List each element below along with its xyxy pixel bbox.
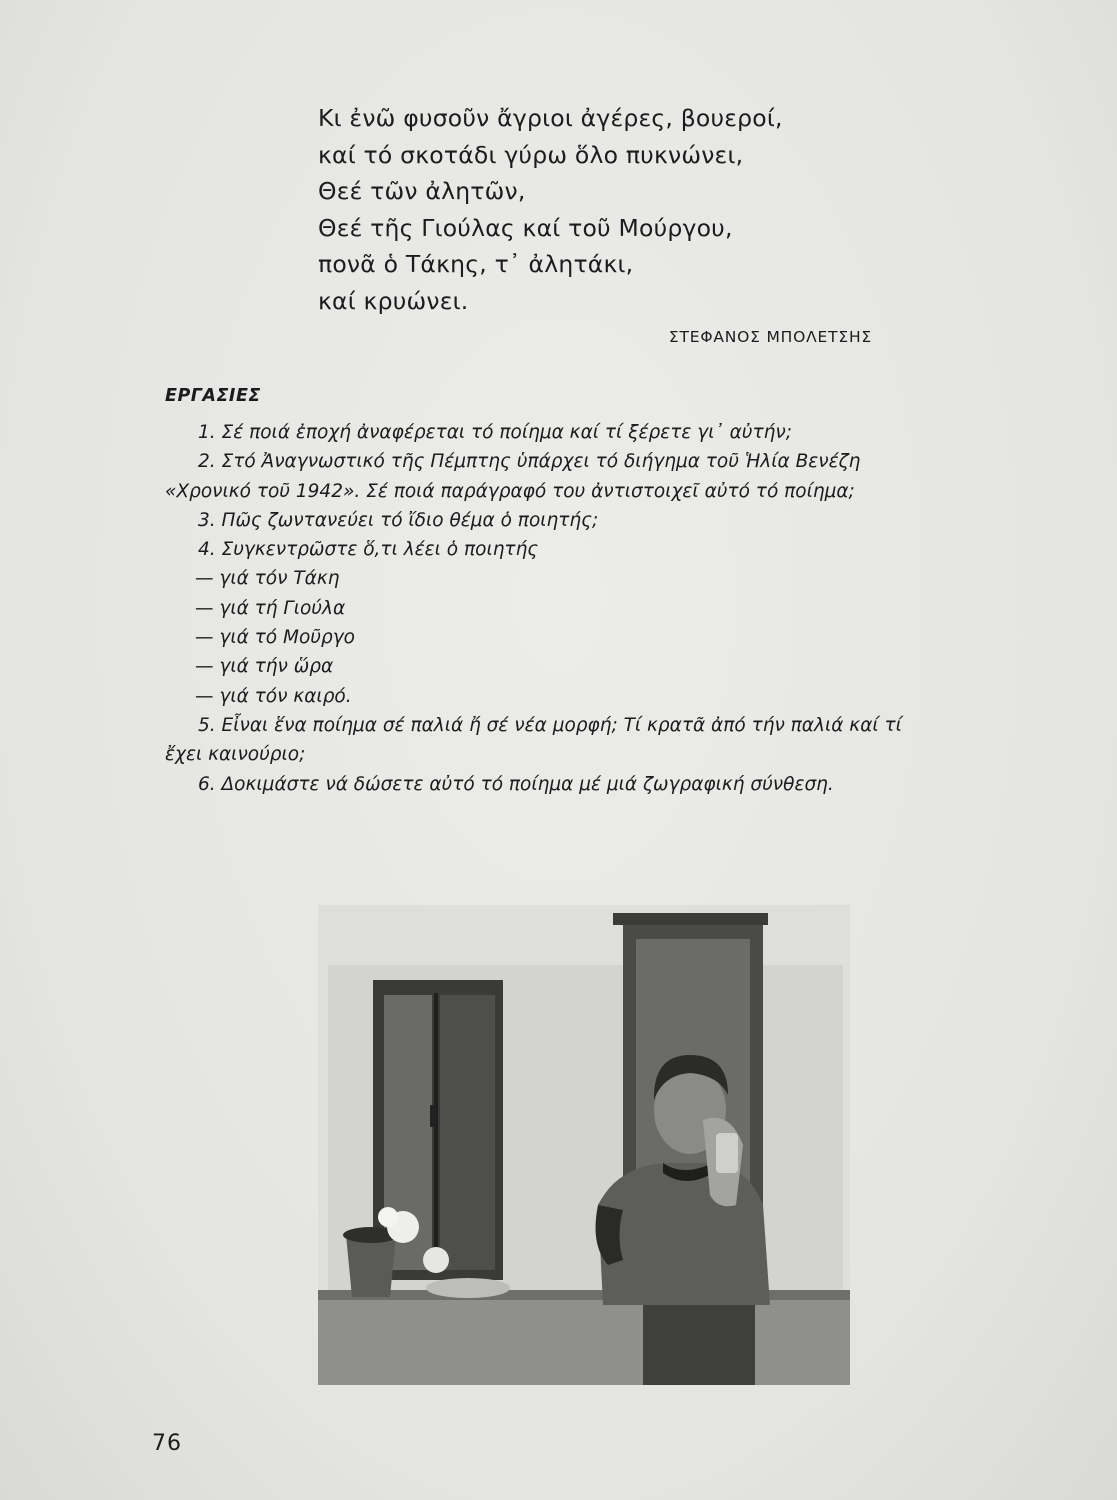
left-door-panel	[440, 995, 495, 1270]
poem-line: καί κρυώνει.	[318, 286, 469, 315]
task-subitem: — γιά τή Γιούλα	[195, 597, 346, 619]
task-item: 5. Εἶναι ἕνα ποίημα σέ παλιά ἤ σέ νέα μορφή; Τί κρατᾶ ἀπό τήν παλιά καί τί	[198, 714, 902, 736]
poem-line: Θεέ τῆς Γιούλας καί τοῦ Μούργου,	[318, 213, 733, 242]
task-item: 6. Δοκιμάστε νά δώσετε αὐτό τό ποίημα μέ μιά ζωγραφική σύνθεση.	[198, 773, 834, 795]
task-item: 1. Σέ ποιά ἐποχή ἀναφέρεται τό ποίημα καί τί ξέρετε γι᾽ αὐτήν;	[198, 422, 792, 443]
plate-icon	[426, 1278, 510, 1298]
boy-sweater	[598, 1163, 770, 1305]
poem-line: Κι ἐνῶ φυσοῦν ἄγριοι ἀγέρες, βουεροί,	[318, 104, 783, 132]
page-number: 76	[152, 1431, 182, 1456]
tasks-heading: ΕΡΓΑΣΙΕΣ	[165, 386, 261, 406]
boy-trousers	[643, 1305, 755, 1385]
right-door-lintel	[613, 913, 768, 925]
illustration-boy-by-doors	[318, 905, 850, 1385]
task-subitem: — γιά τό Μοῦργο	[195, 627, 355, 649]
poem	[318, 100, 878, 319]
cup-icon	[716, 1133, 738, 1173]
tasks-list	[165, 418, 1005, 799]
flower-icon	[423, 1247, 449, 1273]
task-item: 2. Στό Ἀναγνωστικό τῆς Πέμπτης ὑπάρχει τό διήγημα τοῦ Ἡλία Βενέζη	[198, 451, 861, 473]
task-subitem: — γιά τόν καιρό.	[195, 685, 352, 707]
poem-line: Θεέ τῶν ἀλητῶν,	[318, 177, 526, 205]
task-item: 3. Πῶς ζωντανεύει τό ἴδιο θέμα ὁ ποιητής;	[198, 509, 599, 531]
poem-author: ΣΤΕΦΑΝΟΣ ΜΠΟΛΕΤΣΗΣ	[668, 328, 872, 346]
task-item: 4. Συγκεντρῶστε ὅ,τι λέει ὁ ποιητής	[198, 539, 539, 561]
task-item-continuation: «Χρονικό τοῦ 1942». Σέ ποιά παράγραφό του ἀντιστοιχεῖ αὐτό τό ποίημα;	[165, 480, 855, 502]
ledge-edge	[318, 1290, 850, 1300]
door-handle-icon	[430, 1105, 436, 1127]
illustration-ledge	[318, 1290, 850, 1385]
task-subitem: — γιά τόν Τάκη	[195, 568, 340, 590]
task-item-continuation: ἔχει καινούριο;	[165, 744, 306, 766]
pot-body	[346, 1235, 396, 1297]
flower-icon	[378, 1207, 398, 1227]
poem-line: καί τό σκοτάδι γύρω ὅλο πυκνώνει,	[318, 140, 744, 169]
poem-line: πονᾶ ὁ Τάκης, τ᾽ ἀλητάκι,	[318, 250, 634, 278]
task-subitem: — γιά τήν ὥρα	[195, 656, 334, 678]
